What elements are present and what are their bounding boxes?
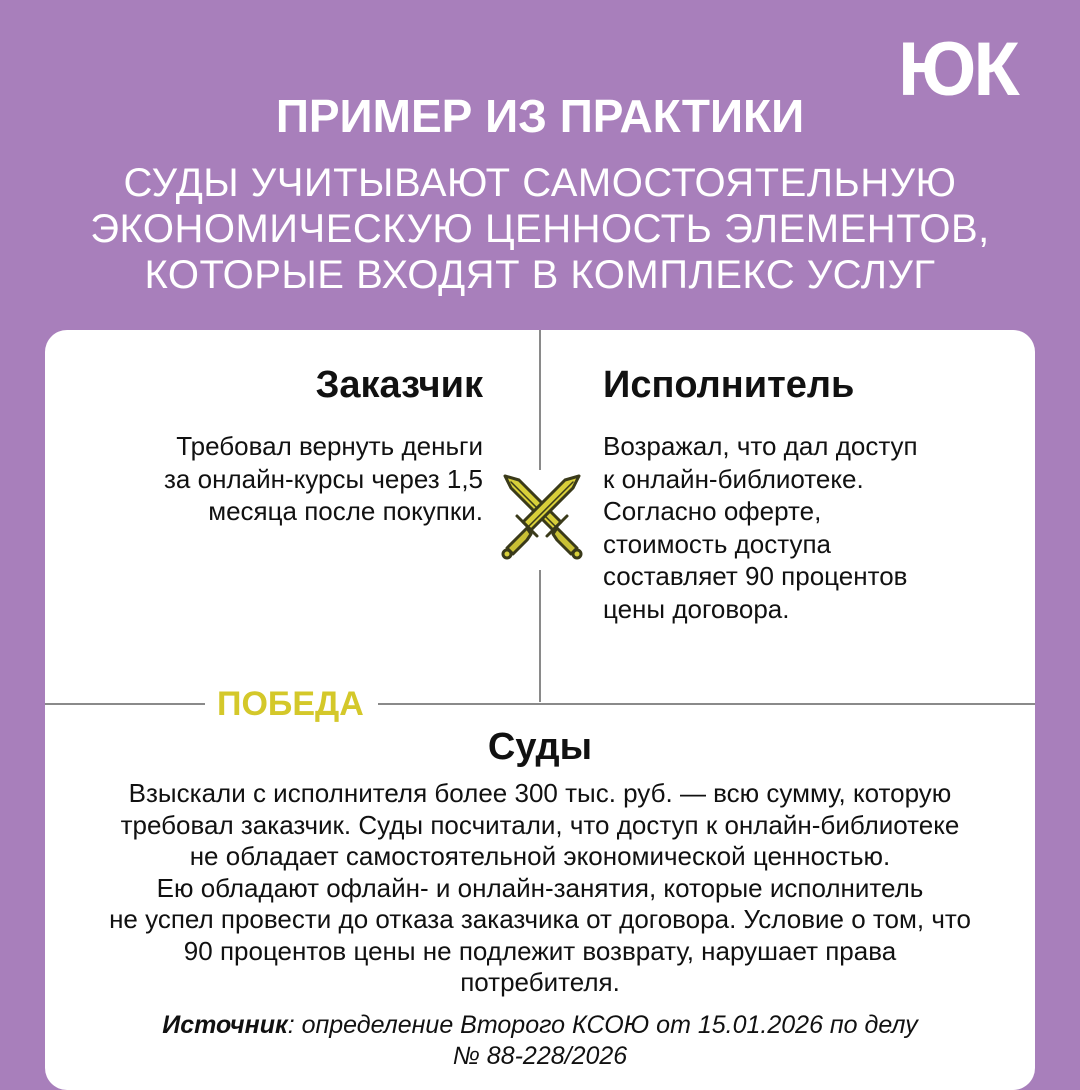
source-label: Источник — [162, 1011, 288, 1039]
page-title: ПРИМЕР ИЗ ПРАКТИКИ — [275, 90, 805, 142]
subtitle-line: КОТОРЫЕ ВХОДЯТ В КОМПЛЕКС УСЛУГ — [144, 253, 936, 297]
courts-description — [75, 778, 1005, 999]
victory-label: ПОБЕДА — [217, 685, 364, 723]
client-title: Заказчик — [315, 364, 483, 406]
source-line-1 — [105, 1010, 975, 1041]
logo: ЮК — [898, 27, 1017, 112]
executor-line: цены договора. — [603, 593, 790, 624]
courts-line: не обладает самостоятельной экономической ценностью. — [189, 841, 891, 871]
page-subtitle — [60, 160, 1020, 298]
courts-line: Ею обладают офлайн- и онлайн-занятия, которые исполнитель — [156, 872, 924, 903]
horizontal-divider-left — [45, 703, 205, 705]
executor-title: Исполнитель — [603, 364, 855, 406]
client-line: месяца после покупки. — [208, 496, 483, 526]
courts-line: потребителя. — [460, 967, 620, 997]
client-description — [63, 430, 483, 528]
executor-line: Согласно оферте, — [603, 496, 822, 526]
executor-description — [603, 430, 1003, 625]
courts-line: не успел провести до отказа заказчика от договора. Условие о том, что — [109, 904, 971, 934]
subtitle-line: СУДЫ УЧИТЫВАЮТ САМОСТОЯТЕЛЬНУЮ — [123, 161, 957, 205]
client-line: за онлайн-курсы через 1,5 — [164, 463, 483, 494]
executor-line: составляет 90 процентов — [603, 561, 908, 591]
subtitle-line: ЭКОНОМИЧЕСКУЮ ЦЕННОСТЬ ЭЛЕМЕНТОВ, — [90, 207, 990, 251]
source-note — [105, 1010, 975, 1072]
source-line-2: № 88-228/2026 — [452, 1042, 628, 1070]
executor-line: Возражал, что дал доступ — [603, 431, 918, 461]
courts-line: требовал заказчик. Суды посчитали, что доступ к онлайн-библиотеке — [120, 809, 960, 840]
horizontal-divider-right — [378, 703, 1035, 705]
executor-line: стоимость доступа — [603, 528, 831, 559]
client-line: Требовал вернуть деньги — [176, 431, 483, 461]
executor-line: к онлайн-библиотеке. — [603, 463, 864, 494]
courts-line: Взыскали с исполнителя более 300 тыс. руб. — всю сумму, которую — [128, 778, 952, 808]
courts-title: Суды — [487, 726, 593, 768]
case-card — [45, 330, 1035, 1090]
courts-line: 90 процентов цены не подлежит возврату, нарушает права — [183, 935, 897, 966]
source-text: : определение Второго КСОЮ от 15.01.2026 по делу — [287, 1011, 918, 1039]
crossed-swords-icon — [497, 472, 587, 562]
